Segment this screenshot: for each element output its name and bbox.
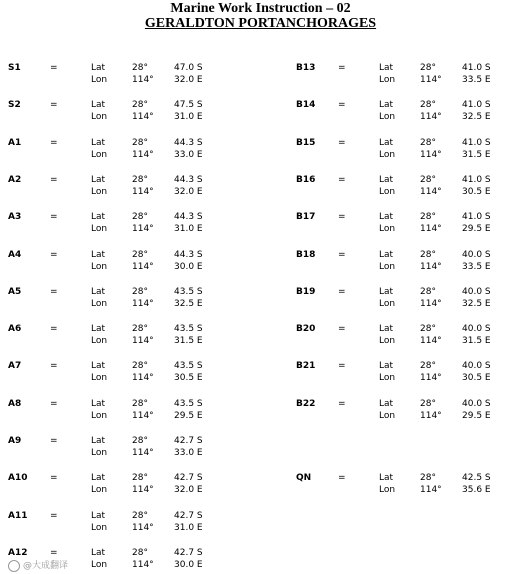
equals-sign: =: [338, 324, 346, 335]
lat-degrees: 28°: [132, 212, 148, 223]
anchorage-name: B14: [296, 100, 316, 111]
anchorage-entry: [296, 62, 521, 88]
lat-label: Lat: [91, 361, 106, 372]
lat-label: Lat: [379, 249, 394, 260]
anchorage-name: A1: [8, 137, 22, 148]
lon-label: Lon: [91, 410, 108, 421]
lat-degrees: 28°: [420, 100, 436, 111]
lon-label: Lon: [379, 485, 396, 496]
lat-minutes: 43.5 S: [174, 398, 203, 409]
lon-degrees: 114°: [132, 75, 154, 85]
lat-label: Lat: [91, 249, 106, 260]
lon-minutes: 31.0 E: [174, 112, 203, 123]
equals-sign: =: [338, 286, 346, 297]
lat-minutes: 47.0 S: [174, 63, 203, 73]
equals-sign: =: [50, 174, 58, 185]
anchorage-entry: [8, 472, 238, 498]
lat-label: Lat: [91, 324, 106, 335]
lon-label: Lon: [91, 75, 108, 85]
lon-minutes: 32.0 E: [174, 75, 203, 85]
anchorage-entry: [8, 398, 238, 424]
lat-degrees: 28°: [420, 174, 436, 185]
lon-minutes: 31.5 E: [462, 336, 491, 347]
lat-minutes: 40.0 S: [462, 324, 491, 335]
lon-degrees: 114°: [420, 485, 442, 496]
lon-degrees: 114°: [420, 186, 442, 197]
lat-minutes: 41.0 S: [462, 174, 491, 185]
equals-sign: =: [50, 473, 58, 484]
equals-sign: =: [50, 212, 58, 223]
equals-sign: =: [50, 63, 58, 73]
lon-minutes: 33.5 E: [462, 75, 491, 85]
anchorage-entry: [8, 62, 238, 88]
equals-sign: =: [338, 100, 346, 111]
lon-degrees: 114°: [420, 224, 442, 235]
lat-label: Lat: [379, 324, 394, 335]
equals-sign: =: [338, 249, 346, 260]
lon-minutes: 32.0 E: [174, 186, 203, 197]
lat-degrees: 28°: [132, 286, 148, 297]
lat-degrees: 28°: [420, 137, 436, 148]
lon-label: Lon: [91, 448, 108, 458]
equals-sign: =: [50, 286, 58, 297]
lat-label: Lat: [91, 510, 106, 521]
anchorage-name: A7: [8, 361, 22, 372]
lon-degrees: 114°: [132, 261, 154, 272]
lon-degrees: 114°: [132, 224, 154, 235]
lat-label: Lat: [379, 286, 394, 297]
lon-label: Lon: [379, 373, 396, 384]
lon-degrees: 114°: [132, 298, 154, 309]
lon-minutes: 29.5 E: [462, 224, 491, 235]
lat-degrees: 28°: [420, 361, 436, 372]
lat-label: Lat: [91, 473, 106, 484]
anchorage-entry: [8, 249, 238, 275]
lat-label: Lat: [379, 212, 394, 223]
anchorage-name: A9: [8, 436, 22, 446]
lat-minutes: 44.3 S: [174, 212, 203, 223]
lon-minutes: 32.5 E: [462, 298, 491, 309]
lon-label: Lon: [379, 336, 396, 347]
lon-degrees: 114°: [420, 410, 442, 421]
lat-minutes: 42.5 S: [462, 473, 491, 484]
lon-degrees: 114°: [132, 522, 154, 533]
anchorage-entry: [296, 360, 521, 386]
lat-degrees: 28°: [132, 249, 148, 260]
lon-minutes: 32.5 E: [462, 112, 491, 123]
anchorage-name: B13: [296, 63, 316, 73]
lat-label: Lat: [379, 137, 394, 148]
equals-sign: =: [50, 100, 58, 111]
lat-label: Lat: [379, 63, 394, 73]
lon-degrees: 114°: [132, 448, 154, 458]
lon-label: Lon: [379, 224, 396, 235]
lon-minutes: 33.0 E: [174, 448, 203, 458]
lat-degrees: 28°: [132, 510, 148, 521]
lon-label: Lon: [379, 298, 396, 309]
lon-label: Lon: [91, 559, 108, 570]
lon-degrees: 114°: [420, 373, 442, 384]
lat-label: Lat: [379, 361, 394, 372]
lat-minutes: 41.0 S: [462, 100, 491, 111]
anchorage-name: S1: [8, 63, 21, 73]
lat-minutes: 40.0 S: [462, 249, 491, 260]
lon-label: Lon: [379, 149, 396, 160]
equals-sign: =: [338, 361, 346, 372]
lat-minutes: 40.0 S: [462, 361, 491, 372]
anchorage-entry: [296, 174, 521, 200]
anchorage-entry: [8, 99, 238, 125]
lat-label: Lat: [91, 100, 106, 111]
document-subtitle: GERALDTON PORTANCHORAGES: [144, 16, 377, 31]
lat-minutes: 42.7 S: [174, 547, 203, 558]
lat-label: Lat: [379, 174, 394, 185]
lon-degrees: 114°: [132, 485, 154, 496]
lat-label: Lat: [379, 473, 394, 484]
lon-degrees: 114°: [420, 298, 442, 309]
lon-degrees: 114°: [420, 261, 442, 272]
lat-label: Lat: [91, 174, 106, 185]
lat-label: Lat: [379, 100, 394, 111]
anchorage-entry: [8, 360, 238, 386]
lat-degrees: 28°: [420, 473, 436, 484]
equals-sign: =: [338, 174, 346, 185]
lat-degrees: 28°: [132, 473, 148, 484]
lat-degrees: 28°: [132, 436, 148, 446]
lat-minutes: 44.3 S: [174, 137, 203, 148]
lat-degrees: 28°: [420, 249, 436, 260]
lat-label: Lat: [91, 137, 106, 148]
lat-minutes: 43.5 S: [174, 361, 203, 372]
equals-sign: =: [338, 212, 346, 223]
anchorage-name: A4: [8, 249, 22, 260]
lon-minutes: 30.0 E: [174, 559, 203, 570]
lon-degrees: 114°: [420, 112, 442, 123]
lon-degrees: 114°: [420, 336, 442, 347]
anchorage-entry: [8, 211, 238, 237]
equals-sign: =: [338, 398, 346, 409]
lat-minutes: 44.3 S: [174, 174, 203, 185]
lon-label: Lon: [91, 224, 108, 235]
watermark-logo-icon: [8, 560, 20, 572]
document-title: Marine Work Instruction – 02: [170, 1, 351, 16]
anchorage-name: B22: [296, 398, 316, 409]
anchorage-name: A11: [8, 510, 28, 521]
anchorage-entry: [8, 286, 238, 312]
lon-minutes: 31.5 E: [462, 149, 491, 160]
equals-sign: =: [50, 324, 58, 335]
anchorage-name: A8: [8, 398, 22, 409]
lat-degrees: 28°: [132, 100, 148, 111]
anchorage-entry: [8, 435, 238, 461]
lat-degrees: 28°: [132, 324, 148, 335]
lon-label: Lon: [91, 485, 108, 496]
lon-degrees: 114°: [132, 186, 154, 197]
lon-label: Lon: [379, 261, 396, 272]
lon-label: Lon: [91, 112, 108, 123]
anchorage-entry: [296, 323, 521, 349]
lon-degrees: 114°: [132, 559, 154, 570]
anchorage-name: B17: [296, 212, 316, 223]
lon-minutes: 31.0 E: [174, 224, 203, 235]
equals-sign: =: [50, 361, 58, 372]
anchorage-entry: [8, 323, 238, 349]
lat-degrees: 28°: [420, 398, 436, 409]
equals-sign: =: [50, 398, 58, 409]
lat-label: Lat: [91, 547, 106, 558]
lat-minutes: 42.7 S: [174, 510, 203, 521]
lon-degrees: 114°: [132, 336, 154, 347]
lat-minutes: 43.5 S: [174, 324, 203, 335]
lat-label: Lat: [91, 212, 106, 223]
lat-degrees: 28°: [132, 137, 148, 148]
lat-minutes: 42.7 S: [174, 436, 203, 446]
lon-minutes: 30.0 E: [174, 261, 203, 272]
equals-sign: =: [338, 137, 346, 148]
lat-minutes: 41.0 S: [462, 137, 491, 148]
lon-label: Lon: [379, 75, 396, 85]
equals-sign: =: [338, 63, 346, 73]
lon-label: Lon: [91, 298, 108, 309]
lon-label: Lon: [379, 112, 396, 123]
lat-minutes: 41.0 S: [462, 212, 491, 223]
lat-degrees: 28°: [420, 63, 436, 73]
anchorage-entry: [296, 472, 521, 498]
anchorage-entry: [296, 99, 521, 125]
lat-minutes: 41.0 S: [462, 63, 491, 73]
lat-minutes: 42.7 S: [174, 473, 203, 484]
lat-label: Lat: [91, 398, 106, 409]
equals-sign: =: [50, 137, 58, 148]
lon-minutes: 31.5 E: [174, 336, 203, 347]
lon-degrees: 114°: [132, 410, 154, 421]
lon-degrees: 114°: [420, 149, 442, 160]
lat-degrees: 28°: [420, 324, 436, 335]
lat-degrees: 28°: [132, 361, 148, 372]
lon-degrees: 114°: [132, 149, 154, 160]
anchorage-name: A3: [8, 212, 22, 223]
lon-label: Lon: [91, 373, 108, 384]
lat-degrees: 28°: [420, 212, 436, 223]
equals-sign: =: [50, 510, 58, 521]
lat-label: Lat: [91, 63, 106, 73]
anchorage-name: B20: [296, 324, 316, 335]
anchorage-name: A6: [8, 324, 22, 335]
equals-sign: =: [338, 473, 346, 484]
lon-minutes: 32.5 E: [174, 298, 203, 309]
lat-label: Lat: [91, 286, 106, 297]
lon-minutes: 30.5 E: [462, 373, 491, 384]
lon-degrees: 114°: [132, 373, 154, 384]
anchorage-entry: [296, 137, 521, 163]
anchorage-entry: [8, 137, 238, 163]
lon-label: Lon: [91, 522, 108, 533]
anchorage-entry: [296, 249, 521, 275]
lat-minutes: 47.5 S: [174, 100, 203, 111]
lon-degrees: 114°: [132, 112, 154, 123]
anchorage-name: B19: [296, 286, 316, 297]
anchorage-name: A10: [8, 473, 28, 484]
lat-degrees: 28°: [420, 286, 436, 297]
lon-label: Lon: [91, 261, 108, 272]
watermark-text: @大成翻译: [23, 561, 69, 571]
lon-label: Lon: [91, 186, 108, 197]
lon-label: Lon: [379, 186, 396, 197]
anchorage-name: S2: [8, 100, 21, 111]
lat-degrees: 28°: [132, 547, 148, 558]
lon-minutes: 33.0 E: [174, 149, 203, 160]
lat-label: Lat: [379, 398, 394, 409]
lon-minutes: 29.5 E: [462, 410, 491, 421]
anchorage-entry: [8, 174, 238, 200]
anchorage-name: B18: [296, 249, 316, 260]
anchorage-name: B21: [296, 361, 316, 372]
lat-minutes: 40.0 S: [462, 398, 491, 409]
anchorage-name: B15: [296, 137, 316, 148]
anchorage-entry: [8, 510, 238, 536]
anchorage-name: A5: [8, 286, 22, 297]
anchorage-name: B16: [296, 174, 316, 185]
lon-minutes: 30.5 E: [462, 186, 491, 197]
lat-degrees: 28°: [132, 63, 148, 73]
lon-label: Lon: [91, 336, 108, 347]
lat-minutes: 44.3 S: [174, 249, 203, 260]
lon-label: Lon: [91, 149, 108, 160]
lat-label: Lat: [91, 436, 106, 446]
lat-minutes: 43.5 S: [174, 286, 203, 297]
watermark: [8, 558, 68, 572]
equals-sign: =: [50, 436, 58, 446]
lon-minutes: 29.5 E: [174, 410, 203, 421]
lon-degrees: 114°: [420, 75, 442, 85]
lat-degrees: 28°: [132, 398, 148, 409]
equals-sign: =: [50, 547, 58, 558]
anchorage-name: QN: [296, 473, 312, 484]
lon-minutes: 32.0 E: [174, 485, 203, 496]
anchorage-entry: [296, 398, 521, 424]
lon-minutes: 30.5 E: [174, 373, 203, 384]
lon-minutes: 33.5 E: [462, 261, 491, 272]
anchorage-entry: [296, 286, 521, 312]
anchorage-name: A12: [8, 547, 28, 558]
lon-minutes: 35.6 E: [462, 485, 491, 496]
lat-minutes: 40.0 S: [462, 286, 491, 297]
lon-minutes: 31.0 E: [174, 522, 203, 533]
lat-degrees: 28°: [132, 174, 148, 185]
equals-sign: =: [50, 249, 58, 260]
anchorage-entry: [296, 211, 521, 237]
anchorage-name: A2: [8, 174, 22, 185]
lon-label: Lon: [379, 410, 396, 421]
